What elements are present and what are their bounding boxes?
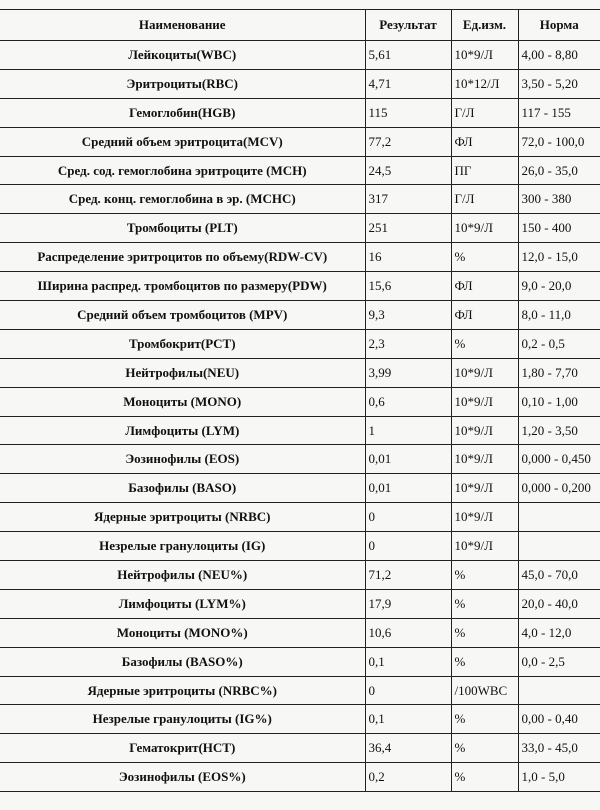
norm-cell: 0,000 - 0,450 [518,445,600,474]
test-name-cell: Средний объем тромбоцитов (MPV) [0,301,365,330]
lab-results-table [0,9,600,792]
table-row [0,243,600,272]
unit-cell: 10*9/Л [451,474,518,503]
result-cell: 251 [365,214,451,243]
norm-cell: 1,80 - 7,70 [518,358,600,387]
unit-cell: ФЛ [451,301,518,330]
unit-cell: 10*9/Л [451,214,518,243]
test-name-cell: Гематокрит(HCT) [0,734,365,763]
result-cell: 3,99 [365,358,451,387]
table-row [0,734,600,763]
unit-cell: % [451,618,518,647]
unit-cell: % [451,763,518,792]
test-name-cell: Базофилы (BASO%) [0,647,365,676]
result-cell: 2,3 [365,329,451,358]
result-cell: 15,6 [365,272,451,301]
header-name: Наименование [0,10,365,41]
table-row [0,358,600,387]
test-name-cell: Распределение эритроцитов по объему(RDW-CV) [0,243,365,272]
test-name-cell: Сред. сод. гемоглобина эритроците (MCH) [0,156,365,185]
norm-cell: 26,0 - 35,0 [518,156,600,185]
test-name-cell: Тромбоциты (PLT) [0,214,365,243]
norm-cell: 12,0 - 15,0 [518,243,600,272]
unit-cell: ФЛ [451,272,518,301]
test-name-cell: Средний объем эритроцита(MCV) [0,127,365,156]
norm-cell: 4,00 - 8,80 [518,41,600,70]
norm-cell: 1,0 - 5,0 [518,763,600,792]
norm-cell: 4,0 - 12,0 [518,618,600,647]
test-name-cell: Базофилы (BASO) [0,474,365,503]
result-cell: 0 [365,532,451,561]
result-cell: 0,2 [365,763,451,792]
test-name-cell: Незрелые гранулоциты (IG) [0,532,365,561]
unit-cell: Г/Л [451,98,518,127]
test-name-cell: Незрелые гранулоциты (IG%) [0,705,365,734]
result-cell: 0,01 [365,445,451,474]
table-row [0,561,600,590]
result-cell: 5,61 [365,41,451,70]
unit-cell: % [451,329,518,358]
table-row [0,156,600,185]
unit-cell: 10*9/Л [451,532,518,561]
result-cell: 0 [365,503,451,532]
test-name-cell: Ядерные эритроциты (NRBC) [0,503,365,532]
norm-cell: 0,10 - 1,00 [518,387,600,416]
unit-cell: 10*9/Л [451,41,518,70]
norm-cell: 72,0 - 100,0 [518,127,600,156]
unit-cell: % [451,589,518,618]
norm-cell: 3,50 - 5,20 [518,69,600,98]
norm-cell [518,532,600,561]
unit-cell: 10*12/Л [451,69,518,98]
unit-cell: Г/Л [451,185,518,214]
result-cell: 10,6 [365,618,451,647]
norm-cell: 0,00 - 0,40 [518,705,600,734]
result-cell: 0,01 [365,474,451,503]
unit-cell: % [451,561,518,590]
test-name-cell: Эозинофилы (EOS) [0,445,365,474]
test-name-cell: Гемоглобин(HGB) [0,98,365,127]
test-name-cell: Ширина распред. тромбоцитов по размеру(PDW) [0,272,365,301]
table-row [0,387,600,416]
result-cell: 16 [365,243,451,272]
unit-cell: 10*9/Л [451,416,518,445]
unit-cell: 10*9/Л [451,358,518,387]
result-cell: 71,2 [365,561,451,590]
test-name-cell: Сред. конц. гемоглобина в эр. (MCHC) [0,185,365,214]
table-row [0,127,600,156]
table-row [0,272,600,301]
norm-cell: 300 - 380 [518,185,600,214]
test-name-cell: Лимфоциты (LYM%) [0,589,365,618]
table-row [0,416,600,445]
result-cell: 9,3 [365,301,451,330]
norm-cell: 20,0 - 40,0 [518,589,600,618]
unit-cell: % [451,734,518,763]
table-body [0,41,600,792]
table-row [0,532,600,561]
table-row [0,618,600,647]
test-name-cell: Лейкоциты(WBC) [0,41,365,70]
table-row [0,69,600,98]
result-cell: 17,9 [365,589,451,618]
norm-cell: 1,20 - 3,50 [518,416,600,445]
norm-cell: 0,2 - 0,5 [518,329,600,358]
table-row [0,474,600,503]
result-cell: 0,1 [365,705,451,734]
norm-cell [518,676,600,705]
unit-cell: % [451,647,518,676]
table-header-row [0,10,600,41]
norm-cell: 9,0 - 20,0 [518,272,600,301]
header-result: Результат [365,10,451,41]
result-cell: 0 [365,676,451,705]
unit-cell: 10*9/Л [451,503,518,532]
header-unit: Ед.изм. [451,10,518,41]
norm-cell: 0,0 - 2,5 [518,647,600,676]
norm-cell [518,503,600,532]
test-name-cell: Тромбокрит(PCT) [0,329,365,358]
result-cell: 0,1 [365,647,451,676]
table-row [0,214,600,243]
test-name-cell: Моноциты (MONO%) [0,618,365,647]
test-name-cell: Моноциты (MONO) [0,387,365,416]
result-cell: 77,2 [365,127,451,156]
table-row [0,763,600,792]
result-cell: 0,6 [365,387,451,416]
norm-cell: 0,000 - 0,200 [518,474,600,503]
unit-cell: ПГ [451,156,518,185]
table-row [0,301,600,330]
test-name-cell: Нейтрофилы(NEU) [0,358,365,387]
norm-cell: 8,0 - 11,0 [518,301,600,330]
table-row [0,676,600,705]
table-row [0,705,600,734]
unit-cell: ФЛ [451,127,518,156]
norm-cell: 45,0 - 70,0 [518,561,600,590]
test-name-cell: Эозинофилы (EOS%) [0,763,365,792]
norm-cell: 117 - 155 [518,98,600,127]
unit-cell: % [451,243,518,272]
unit-cell: % [451,705,518,734]
test-name-cell: Ядерные эритроциты (NRBC%) [0,676,365,705]
table-row [0,589,600,618]
norm-cell: 150 - 400 [518,214,600,243]
table-row [0,185,600,214]
result-cell: 115 [365,98,451,127]
unit-cell: 10*9/Л [451,445,518,474]
table-row [0,647,600,676]
test-name-cell: Эритроциты(RBC) [0,69,365,98]
header-norm: Норма [518,10,600,41]
table-row [0,98,600,127]
unit-cell: 10*9/Л [451,387,518,416]
result-cell: 4,71 [365,69,451,98]
table-row [0,445,600,474]
result-cell: 24,5 [365,156,451,185]
table-row [0,329,600,358]
test-name-cell: Нейтрофилы (NEU%) [0,561,365,590]
result-cell: 36,4 [365,734,451,763]
unit-cell: /100WBC [451,676,518,705]
table-row [0,41,600,70]
norm-cell: 33,0 - 45,0 [518,734,600,763]
table-row [0,503,600,532]
result-cell: 1 [365,416,451,445]
test-name-cell: Лимфоциты (LYM) [0,416,365,445]
result-cell: 317 [365,185,451,214]
